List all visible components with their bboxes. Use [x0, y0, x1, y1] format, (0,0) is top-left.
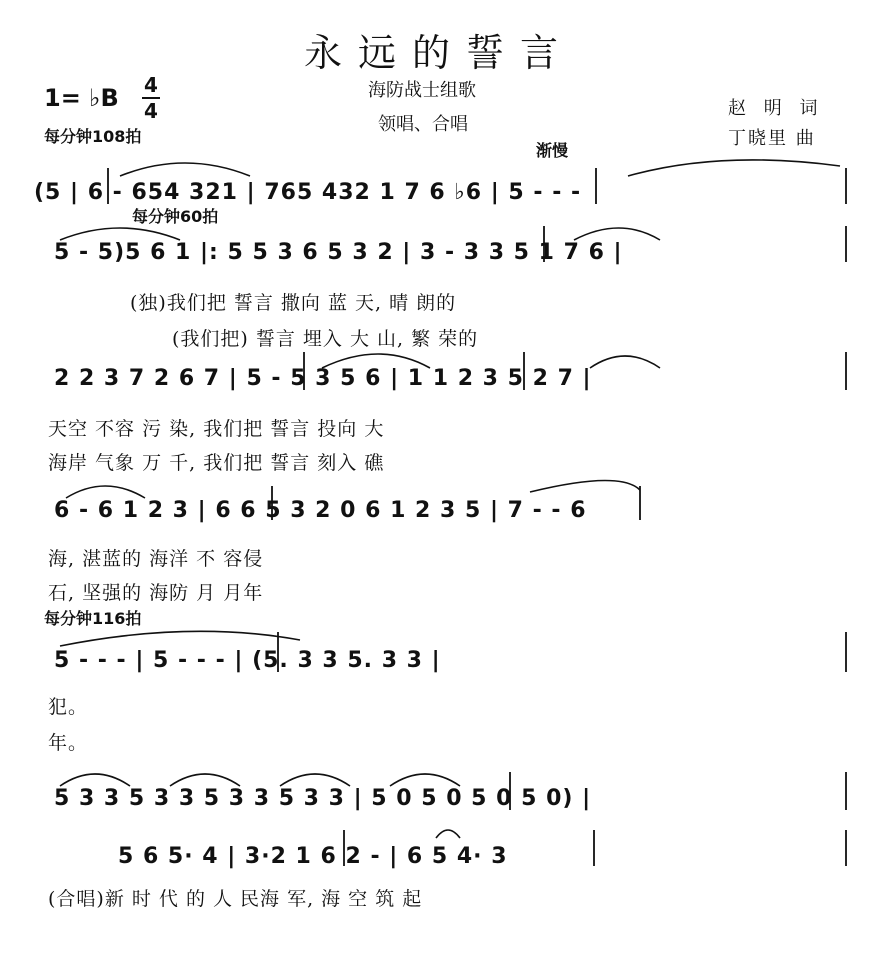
slur-14 [436, 830, 460, 838]
lyricist-credit: 赵 明 词 [728, 98, 824, 119]
notation-row-2: 5 - 5)5 6 1 |: 5 5 3 6 5 3 2 | 3 - 3 3 5 1 7 6 | [54, 240, 623, 265]
notation-row-5: 5 - - - | 5 - - - | (5. 3 3 5. 3 3 | [54, 648, 441, 673]
slur-4 [574, 228, 660, 240]
meter-bottom: 4 [144, 99, 158, 123]
slur-10 [60, 774, 130, 786]
slur-3 [60, 228, 180, 240]
subtitle-voices: 领唱、合唱 [378, 114, 468, 135]
notation-row-3: 2 2 3 7 2 6 7 | 5 - 5 3 5 6 | 1 1 2 3 5 2 7 | [54, 366, 592, 391]
lyric-line-4: 海岸 气象 万 千, 我们把 誓言 刻入 礁 [48, 452, 385, 474]
slur-1 [120, 163, 250, 176]
song-title: 永远的誓言 [303, 31, 574, 75]
slur-8 [530, 480, 640, 492]
tempo-change-marking: 渐慢 [536, 141, 569, 160]
meter-top: 4 [144, 73, 158, 97]
subtitle-suite: 海防战士组歌 [368, 80, 476, 101]
slur-7 [66, 486, 145, 498]
lyric-line-7: 犯。 [48, 696, 89, 718]
slur-5 [322, 354, 430, 368]
tempo-marking-108: 每分钟108拍 [44, 127, 142, 146]
lyric-line-9: (合唱)新 时 代 的 人 民海 军, 海 空 筑 起 [48, 888, 423, 910]
notation-row-7: 5 6 5· 4 | 3·2 1 6 2 - | 6 5 4· 3 [118, 844, 508, 869]
lyric-line-8: 年。 [48, 732, 89, 754]
lyric-line-6: 石, 坚强的 海防 月 月年 [48, 582, 264, 604]
tempo-marking-116: 每分钟116拍 [44, 609, 142, 628]
lyric-line-5: 海, 湛蓝的 海洋 不 容侵 [48, 548, 264, 570]
notation-row-6: 5 3 3 5 3 3 5 3 3 5 3 3 | 5 0 5 0 5 0 5 0) | [54, 786, 592, 811]
lyric-line-1: (独)我们把 誓言 撒向 蓝 天, 晴 朗的 [130, 292, 457, 314]
composer-credit: 丁晓里 曲 [728, 128, 816, 149]
slur-11 [170, 774, 240, 786]
tempo-marking-60: 每分钟60拍 [132, 207, 219, 226]
slur-9 [60, 631, 300, 646]
lyric-line-2: (我们把) 誓言 埋入 大 山, 繁 荣的 [172, 328, 479, 350]
slur-12 [280, 774, 350, 786]
lyric-line-3: 天空 不容 污 染, 我们把 誓言 投向 大 [48, 418, 385, 440]
notation-row-1: (5 | 6 - 654 321 | 765 432 1 7 6 ♭6 | 5 - - - [34, 180, 582, 205]
notation-row-4: 6 - 6 1 2 3 | 6 6 5 3 2 0 6 1 2 3 5 | 7 - - 6 [54, 498, 587, 523]
slur-6 [590, 356, 660, 368]
slur-13 [390, 774, 460, 786]
slur-2 [628, 160, 840, 176]
key-signature: 1= ♭B [44, 84, 119, 112]
